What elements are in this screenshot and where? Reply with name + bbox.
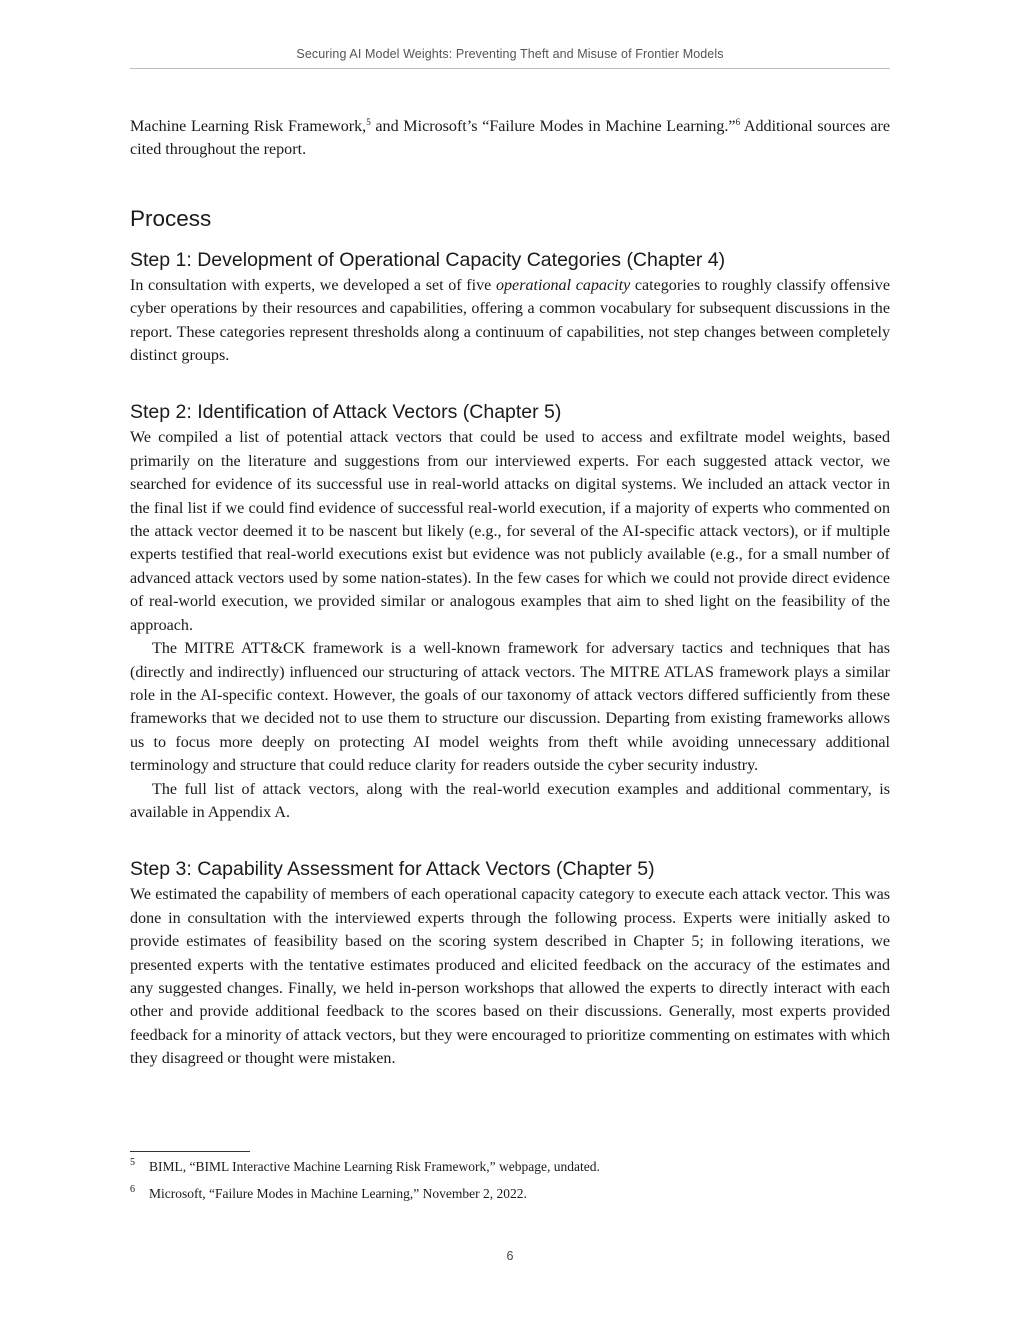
step1-emphasis: operational capacity [495, 276, 631, 294]
main-content [130, 115, 890, 1071]
intro-paragraph [130, 115, 890, 162]
footnote-number: 5 [130, 1157, 135, 1168]
process-heading: Process [130, 205, 212, 231]
step1-text-b: categories to roughly classify offensive cyber operations by their resources and capabilities, offering a common vocabulary for subsequent discussions in the report. These categories represent thresholds along a continuum of capabilities, not step changes between completely distinct groups. [130, 276, 890, 365]
footnote-5 [130, 1157, 890, 1177]
header-divider [130, 68, 890, 69]
footnote-ref-5: 5 [366, 117, 371, 127]
step3-paragraph: We estimated the capability of members of each operational capacity category to execute each attack vector. This was done in consultation with the interviewed experts through the following process. Experts were initially asked to provide estimates of feasibility based on the scoring system described in Chapter 5; in following iterations, we presented experts with the tentative estimates produced and elicited feedback on the accuracy of the estimates and any suggested changes. Finally, we held in-person workshops that allowed the experts to directly interact with each other and provide additional feedback to the scores based on their discussions. Generally, most experts provided feedback for a minority of attack vectors, but they were encouraged to prioritize commenting on estimates with which they disagreed or thought were mistaken. [130, 886, 890, 1068]
footnote-text: Microsoft, “Failure Modes in Machine Learning,” November 2, 2022. [149, 1186, 527, 1201]
footnote-divider [130, 1151, 250, 1152]
step1-text-a: In consultation with experts, we developed a set of five [130, 276, 496, 294]
intro-text-b: and Microsoft’s “Failure Modes in Machine Learning.” [370, 118, 736, 135]
running-header: Securing AI Model Weights: Preventing Theft and Misuse of Frontier Models [296, 47, 724, 61]
step2-paragraph-3: The full list of attack vectors, along with the real-world execution examples and additional commentary, is available in Appendix A. [130, 780, 890, 821]
step2-heading: Step 2: Identification of Attack Vectors (Chapter 5) [130, 401, 562, 424]
page-number: 6 [506, 1249, 514, 1263]
footnotes [130, 1157, 890, 1211]
footnote-number: 6 [130, 1184, 135, 1195]
footnote-ref-6: 6 [735, 117, 741, 127]
step2-paragraph-1: We compiled a list of potential attack vectors that could be used to access and exfiltrate model weights, based primarily on the literature and suggestions from our interviewed experts. For each suggested attack vector, we searched for evidence of its successful use in real-world attacks on digital systems. We included an attack vector in the final list if we could find evidence of successful real-world execution, if a majority of experts who commented on the attack vector deemed it to be nascent but likely (e.g., for several of the AI-specific attack vectors), or if multiple experts testified that real-world executions exist but evidence was not publicly available (e.g., for a small number of advanced attack vectors used by some nation-states). In the few cases for which we could not provide direct evidence of real-world execution, we provided similar or analogous examples that aim to shed light on the feasibility of the approach. [130, 429, 890, 634]
intro-text-a: Machine Learning Risk Framework, [130, 118, 367, 135]
step1-heading: Step 1: Development of Operational Capacity Categories (Chapter 4) [130, 248, 726, 271]
step1-paragraph [130, 274, 890, 368]
footnote-text: BIML, “BIML Interactive Machine Learning Risk Framework,” webpage, undated. [149, 1159, 600, 1174]
footnote-6 [130, 1184, 890, 1204]
intro-text-c: Additional sources are cited throughout the report. [130, 118, 890, 159]
step2-paragraph-2: The MITRE ATT&CK framework is a well-known framework for adversary tactics and techniques that has (directly and indirectly) influenced our structuring of attack vectors. The MITRE ATLAS framework plays a similar role in the AI-specific context. However, the goals of our taxonomy of attack vectors differed sufficiently from these frameworks that we decided not to use them to structure our discussion. Departing from existing frameworks allows us to focus more deeply on protecting AI model weights from theft while avoiding unnecessary additional terminology and structure that could reduce clarity for readers outside the cyber security industry. [130, 640, 890, 775]
step3-heading: Step 3: Capability Assessment for Attack Vectors (Chapter 5) [130, 858, 655, 881]
